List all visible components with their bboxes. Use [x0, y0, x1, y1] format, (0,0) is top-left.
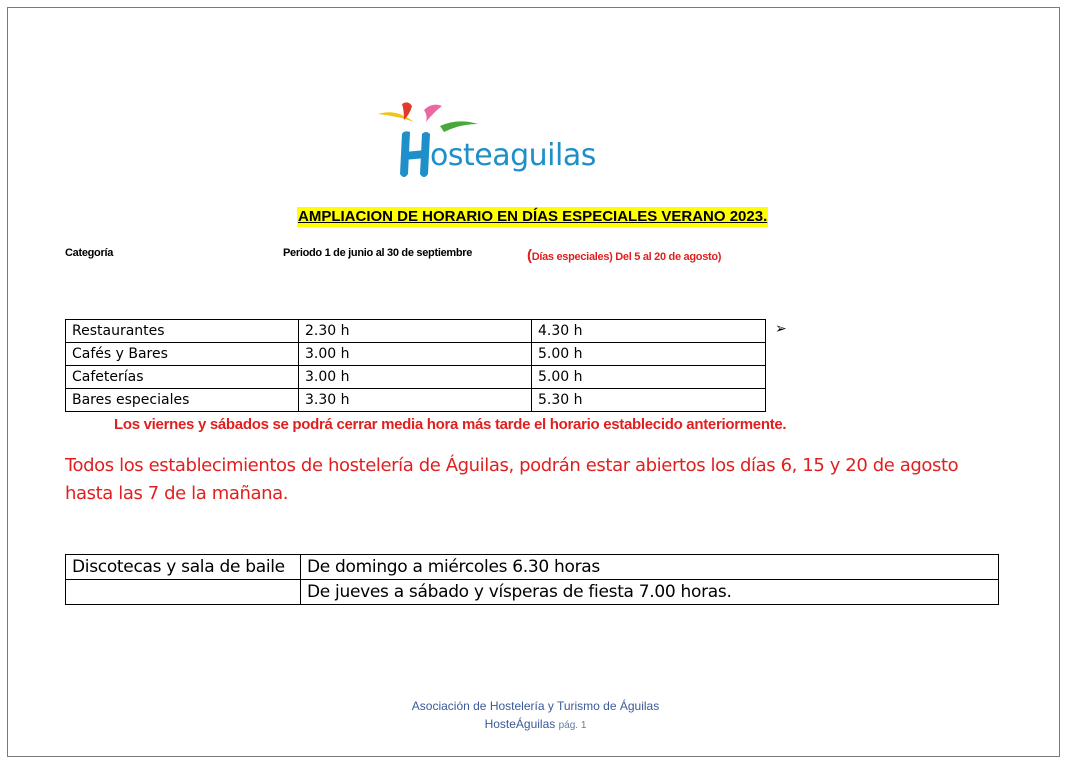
- document-title: AMPLIACION DE HORARIO EN DÍAS ESPECIALES VERANO 2023.: [298, 208, 768, 225]
- logo-wordmark: osteaguilas: [430, 138, 596, 173]
- arrow-bullet-icon: ➢: [775, 320, 787, 336]
- regular-hour-cell: 3.00 h: [299, 343, 532, 366]
- table-row: [66, 343, 766, 366]
- special-days-header: [527, 247, 721, 264]
- table-row: [66, 555, 999, 580]
- page-number: pág. 1: [558, 720, 587, 731]
- category-header: Categoría: [65, 247, 114, 259]
- table-row: [66, 389, 766, 412]
- footer-brand-name: HosteÁguilas: [484, 717, 556, 731]
- footer-brand: [0, 717, 1071, 731]
- category-cell: Bares especiales: [66, 389, 299, 412]
- weekend-note: Los viernes y sábados se podrá cerrar media hora más tarde el horario establecido anteriormente.: [114, 416, 787, 433]
- special-hour-cell: 5.00 h: [532, 343, 766, 366]
- disco-table: [65, 554, 999, 605]
- table-row: [66, 580, 999, 605]
- category-cell: Restaurantes: [66, 320, 299, 343]
- hours-table: [65, 319, 766, 412]
- category-cell: Cafeterías: [66, 366, 299, 389]
- table-row: [66, 366, 766, 389]
- period-header: Periodo 1 de junio al 30 de septiembre: [283, 247, 473, 259]
- special-days-text: Días especiales) Del 5 al 20 de agosto): [531, 251, 722, 263]
- disco-hours-cell: De jueves a sábado y vísperas de fiesta 7.00 horas.: [301, 580, 999, 605]
- disco-category-cell: [66, 580, 301, 605]
- disco-hours-cell: De domingo a miércoles 6.30 horas: [301, 555, 999, 580]
- special-hour-cell: 5.30 h: [532, 389, 766, 412]
- special-days-paren: (: [527, 247, 532, 264]
- regular-hour-cell: 2.30 h: [299, 320, 532, 343]
- special-hour-cell: 4.30 h: [532, 320, 766, 343]
- footer-association: Asociación de Hostelería y Turismo de Águilas: [411, 699, 660, 713]
- regular-hour-cell: 3.30 h: [299, 389, 532, 412]
- disco-category-cell: Discotecas y sala de baile: [66, 555, 301, 580]
- regular-hour-cell: 3.00 h: [299, 366, 532, 389]
- all-establishments-note: Todos los establecimientos de hostelería de Águilas, podrán estar abiertos los días 6, 15 y 20 de agosto hasta las 7 de la mañana.: [65, 455, 959, 504]
- category-cell: Cafés y Bares: [66, 343, 299, 366]
- hosteaguilas-logo: [374, 100, 634, 186]
- table-row: [66, 320, 766, 343]
- special-hour-cell: 5.00 h: [532, 366, 766, 389]
